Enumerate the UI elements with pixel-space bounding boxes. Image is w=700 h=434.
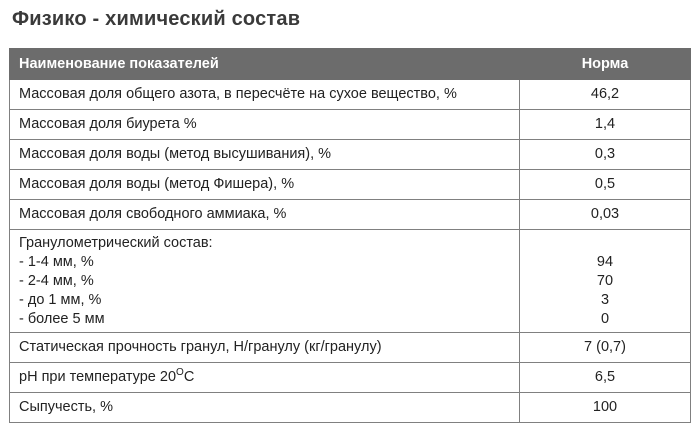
row-name: Массовая доля свободного аммиака, % bbox=[10, 200, 520, 230]
composition-table bbox=[9, 48, 691, 423]
table-row bbox=[10, 200, 691, 230]
row-norm: 1,4 bbox=[520, 110, 691, 140]
row-name bbox=[10, 363, 520, 393]
row-name: Статическая прочность гранул, Н/гранулу (кг/гранулу) bbox=[10, 333, 520, 363]
ph-label-suffix: С bbox=[183, 369, 195, 385]
table-row bbox=[10, 140, 691, 170]
granulometric-item-name: - 2-4 мм, % bbox=[19, 272, 94, 289]
granulometric-names bbox=[10, 230, 520, 333]
row-norm: 46,2 bbox=[520, 80, 691, 110]
row-norm: 7 (0,7) bbox=[520, 333, 691, 363]
table-row bbox=[10, 170, 691, 200]
table-row bbox=[10, 333, 691, 363]
row-name: Сыпучесть, % bbox=[10, 393, 520, 423]
granulometric-item-norm: 0 bbox=[600, 310, 610, 327]
page-title: Физико - химический состав bbox=[12, 8, 301, 30]
granulometric-item-name: - 1-4 мм, % bbox=[19, 253, 94, 270]
ph-label-prefix: pH при температуре 20 bbox=[19, 369, 177, 385]
row-name: Массовая доля воды (метод высушивания), % bbox=[10, 140, 520, 170]
ph-label-degree: O bbox=[176, 367, 184, 379]
table-row-granulometric bbox=[10, 230, 691, 333]
table-row bbox=[10, 110, 691, 140]
granulometric-norms bbox=[520, 230, 691, 333]
table-row bbox=[10, 393, 691, 423]
granulometric-item-norm: 94 bbox=[596, 253, 614, 270]
table-row bbox=[10, 80, 691, 110]
column-header-norm: Норма bbox=[520, 49, 691, 80]
row-norm: 0,03 bbox=[520, 200, 691, 230]
granulometric-item-name: - более 5 мм bbox=[19, 310, 105, 327]
granulometric-item-norm: 3 bbox=[600, 291, 610, 308]
granulometric-heading: Гранулометрический состав: bbox=[19, 234, 213, 251]
row-name: Массовая доля общего азота, в пересчёте на сухое вещество, % bbox=[10, 80, 520, 110]
granulometric-item-norm: 70 bbox=[596, 272, 614, 289]
column-header-name: Наименование показателей bbox=[10, 49, 520, 80]
granulometric-spacer bbox=[529, 234, 681, 253]
table-header-row bbox=[10, 49, 691, 80]
row-norm: 6,5 bbox=[520, 363, 691, 393]
row-name: Массовая доля воды (метод Фишера), % bbox=[10, 170, 520, 200]
row-name: Массовая доля биурета % bbox=[10, 110, 520, 140]
row-norm: 0,5 bbox=[520, 170, 691, 200]
row-norm: 100 bbox=[520, 393, 691, 423]
table-row bbox=[10, 363, 691, 393]
row-norm: 0,3 bbox=[520, 140, 691, 170]
granulometric-item-name: - до 1 мм, % bbox=[19, 291, 102, 308]
